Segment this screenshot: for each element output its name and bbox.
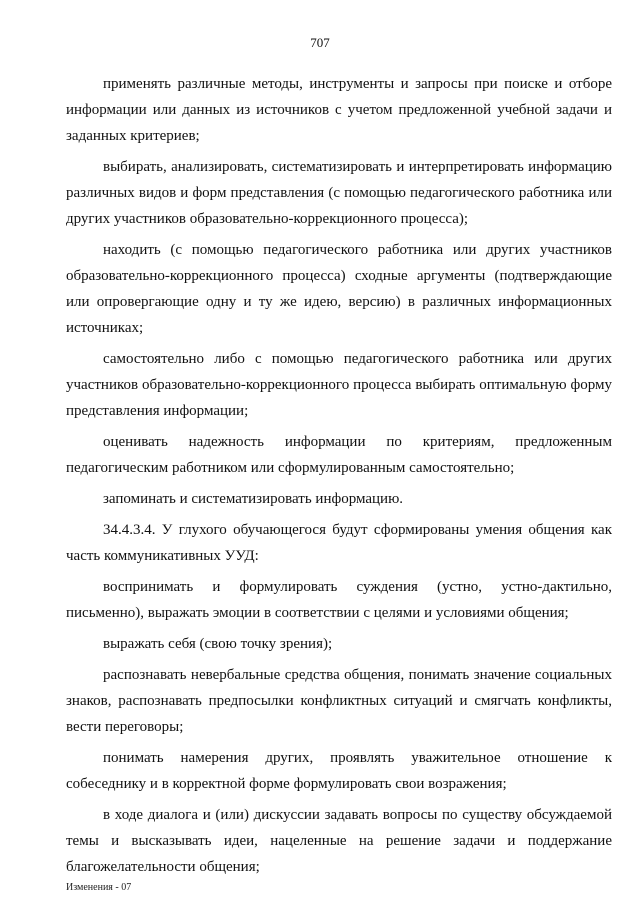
page-number: 707 [310,35,330,50]
paragraph: выражать себя (свою точку зрения); [103,636,333,652]
footer-note: Изменения - 07 [66,882,132,893]
paragraph: распознавать невербальные средства общения, понимать значение социальных знаков, распознавать предпосылки конфликтных ситуаций и смягчать конфликты, вести переговоры; [66,667,612,735]
paragraph: оценивать надежность информации по критериям, предложенным педагогическим работником или сформулированным самостоятельно; [66,434,612,476]
paragraph: запоминать и систематизировать информацию. [103,491,404,507]
paragraph: выбирать, анализировать, систематизировать и интерпретировать информацию различных видов и форм представления (с помощью педагогического работника или других участников образовательно-коррекционного процесса); [66,159,612,227]
section-paragraph: 34.4.3.4. У глухого обучающегося будут сформированы умения общения как часть коммуникативных УУД: [66,522,612,564]
document-body [66,71,612,885]
paragraph: самостоятельно либо с помощью педагогического работника или других участников образовательно-коррекционного процесса выбирать оптимальную форму представления информации; [66,351,612,419]
paragraph: находить (с помощью педагогического работника или других участников образовательно-коррекционного процесса) сходные аргументы (подтверждающие или опровергающие одну и ту же идею, версию) в различных информационных источниках; [66,242,612,336]
paragraph: применять различные методы, инструменты и запросы при поиске и отборе информации или данных из источников с учетом предложенной учебной задачи и заданных критериев; [66,76,612,144]
paragraph: воспринимать и формулировать суждения (устно, устно-дактильно, письменно), выражать эмоции в соответствии с целями и условиями общения; [66,579,612,621]
paragraph: понимать намерения других, проявлять уважительное отношение к собеседнику и в корректной форме формулировать свои возражения; [66,750,612,792]
paragraph: в ходе диалога и (или) дискуссии задавать вопросы по существу обсуждаемой темы и высказывать идеи, нацеленные на решение задачи и поддержание благожелательности общения; [66,807,612,875]
